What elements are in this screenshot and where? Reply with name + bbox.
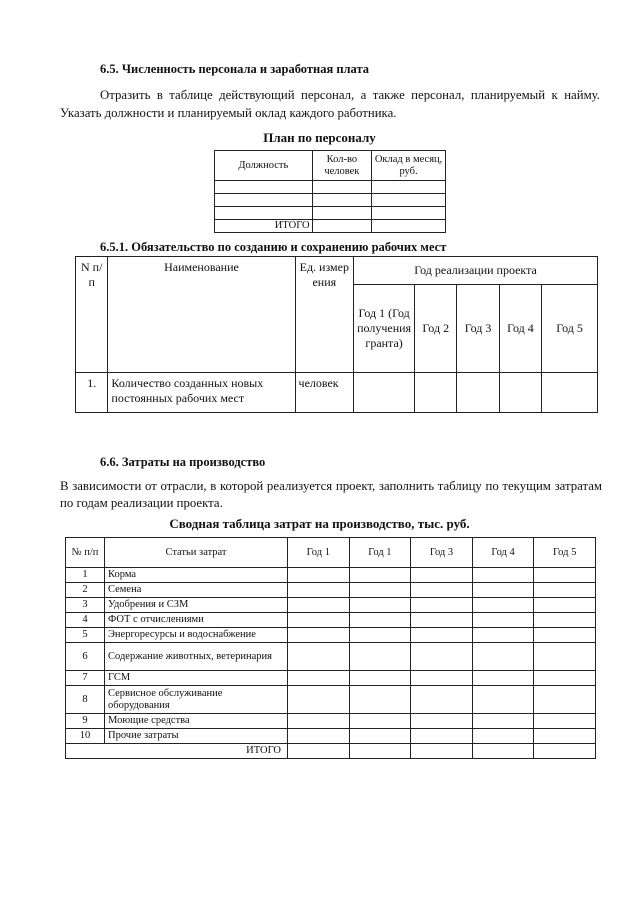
table-cell[interactable] [312, 194, 371, 207]
header-year-2: Год 2 [415, 285, 457, 373]
header-year-5: Год 5 [534, 538, 596, 568]
table-cell[interactable] [472, 744, 534, 759]
total-row [66, 744, 596, 759]
table-cell[interactable] [472, 671, 534, 686]
table-cell[interactable] [472, 628, 534, 643]
table-cell[interactable] [349, 729, 411, 744]
row-num: 9 [66, 714, 105, 729]
row-num: 7 [66, 671, 105, 686]
table-cell[interactable] [288, 568, 350, 583]
header-year-5: Год 5 [542, 285, 598, 373]
table-cell[interactable] [312, 220, 371, 233]
table-cell[interactable] [349, 671, 411, 686]
row-num: 10 [66, 729, 105, 744]
table-cell[interactable] [472, 598, 534, 613]
table-row [215, 181, 446, 194]
table-cell[interactable] [288, 671, 350, 686]
table-row [66, 628, 596, 643]
table-cell[interactable] [411, 598, 473, 613]
costs-table [65, 537, 596, 759]
staff-plan-title: План по персоналу [263, 130, 376, 145]
row-num: 2 [66, 583, 105, 598]
table-cell[interactable] [534, 729, 596, 744]
row-name: Количество созданных новых постоянных рабочих мест [108, 373, 295, 413]
table-row [66, 583, 596, 598]
table-cell[interactable] [411, 714, 473, 729]
table-row [66, 598, 596, 613]
header-year-4: Год 4 [499, 285, 541, 373]
table-cell[interactable] [288, 613, 350, 628]
header-year-3: Год 3 [411, 538, 473, 568]
table-cell[interactable] [349, 628, 411, 643]
header-position: Должность [215, 151, 313, 181]
table-row [66, 613, 596, 628]
row-item: Энергоресурсы и водоснабжение [105, 628, 288, 643]
table-cell[interactable] [288, 744, 350, 759]
table-cell[interactable] [499, 373, 541, 413]
header-num: N п/п [76, 257, 108, 373]
table-cell[interactable] [215, 181, 313, 194]
table-cell[interactable] [372, 220, 446, 233]
table-cell[interactable] [372, 207, 446, 220]
row-item: Прочие затраты [105, 729, 288, 744]
table-cell[interactable] [354, 373, 415, 413]
header-year-2: Год 1 [349, 538, 411, 568]
table-cell[interactable] [534, 714, 596, 729]
table-cell[interactable] [472, 686, 534, 714]
table-cell[interactable] [472, 729, 534, 744]
table-cell[interactable] [349, 598, 411, 613]
row-item: Семена [105, 583, 288, 598]
table-cell[interactable] [534, 628, 596, 643]
table-row [215, 194, 446, 207]
header-salary: Оклад в месяц, руб. [372, 151, 446, 181]
table-cell[interactable] [534, 686, 596, 714]
header-years-group: Год реализации проекта [354, 257, 598, 285]
table-cell[interactable] [288, 729, 350, 744]
row-unit: человек [295, 373, 354, 413]
table-cell[interactable] [534, 568, 596, 583]
header-year-1: Год 1 [288, 538, 350, 568]
table-cell[interactable] [349, 613, 411, 628]
table-row [215, 207, 446, 220]
table-row [66, 686, 596, 714]
table-cell[interactable] [411, 628, 473, 643]
row-num: 5 [66, 628, 105, 643]
table-cell[interactable] [457, 373, 499, 413]
section-6-6-paragraph: В зависимости от отрасли, в которой реализуется проект, заполнить таблицу по текущим затратам по годам реализации проекта. [60, 479, 602, 510]
total-label: ИТОГО [66, 744, 288, 759]
table-cell[interactable] [411, 671, 473, 686]
header-year-1: Год 1 (Год получения гранта) [354, 285, 415, 373]
table-cell[interactable] [372, 194, 446, 207]
table-cell[interactable] [542, 373, 598, 413]
table-cell[interactable] [349, 686, 411, 714]
table-cell[interactable] [534, 598, 596, 613]
table-row [76, 373, 598, 413]
table-cell[interactable] [472, 643, 534, 671]
row-item: Удобрения и СЗМ [105, 598, 288, 613]
row-item: ФОТ с отчислениями [105, 613, 288, 628]
table-cell[interactable] [372, 181, 446, 194]
section-6-5-1-title: 6.5.1. Обязательство по созданию и сохранению рабочих мест [100, 240, 447, 254]
table-cell[interactable] [288, 628, 350, 643]
table-cell[interactable] [411, 613, 473, 628]
row-num: 4 [66, 613, 105, 628]
table-cell[interactable] [288, 714, 350, 729]
table-cell[interactable] [288, 686, 350, 714]
table-cell[interactable] [472, 583, 534, 598]
row-item: ГСМ [105, 671, 288, 686]
table-cell[interactable] [534, 583, 596, 598]
table-row [66, 643, 596, 671]
header-num: № п/п [66, 538, 105, 568]
table-row [66, 568, 596, 583]
table-row [66, 729, 596, 744]
header-name: Наименование [108, 257, 295, 373]
row-num: 8 [66, 686, 105, 714]
table-cell[interactable] [411, 729, 473, 744]
table-row [66, 714, 596, 729]
table-cell[interactable] [534, 671, 596, 686]
section-6-5-title: 6.5. Численность персонала и заработная плата [100, 62, 370, 76]
section-6-5-paragraph: Отразить в таблице действующий персонал, а также персонал, планируемый к найму. Указать должности и планируемый оклад каждого работника. [60, 88, 600, 120]
table-cell[interactable] [411, 686, 473, 714]
table-cell[interactable] [349, 643, 411, 671]
table-cell[interactable] [312, 181, 371, 194]
row-item: Содержание животных, ветеринария [105, 643, 288, 671]
header-count: Кол-во человек [312, 151, 371, 181]
row-num: 6 [66, 643, 105, 671]
row-num: 3 [66, 598, 105, 613]
table-cell[interactable] [534, 744, 596, 759]
total-label: ИТОГО [215, 220, 313, 233]
staff-plan-table [214, 150, 446, 233]
table-cell[interactable] [534, 613, 596, 628]
header-year-3: Год 3 [457, 285, 499, 373]
table-cell[interactable] [472, 613, 534, 628]
jobs-table [75, 256, 598, 413]
table-row [66, 671, 596, 686]
table-cell[interactable] [411, 643, 473, 671]
table-cell[interactable] [288, 643, 350, 671]
table-cell[interactable] [411, 568, 473, 583]
table-cell[interactable] [288, 583, 350, 598]
costs-table-title: Сводная таблица затрат на производство, тыс. руб. [169, 516, 470, 531]
row-num: 1 [66, 568, 105, 583]
table-cell[interactable] [349, 714, 411, 729]
table-cell[interactable] [411, 744, 473, 759]
table-cell[interactable] [534, 643, 596, 671]
table-cell[interactable] [349, 583, 411, 598]
table-cell[interactable] [215, 207, 313, 220]
header-year-4: Год 4 [472, 538, 534, 568]
table-cell[interactable] [349, 744, 411, 759]
table-cell[interactable] [415, 373, 457, 413]
table-cell[interactable] [349, 568, 411, 583]
header-item: Статьи затрат [105, 538, 288, 568]
header-unit: Ед. измерения [295, 257, 354, 373]
table-cell[interactable] [288, 598, 350, 613]
table-cell[interactable] [472, 714, 534, 729]
total-row [215, 220, 446, 233]
table-cell[interactable] [312, 207, 371, 220]
row-item: Моющие средства [105, 714, 288, 729]
table-cell[interactable] [215, 194, 313, 207]
table-cell[interactable] [472, 568, 534, 583]
row-item: Сервисное обслуживание оборудования [105, 686, 288, 714]
section-6-6-title: 6.6. Затраты на производство [100, 455, 266, 469]
row-num: 1. [76, 373, 108, 413]
table-cell[interactable] [411, 583, 473, 598]
row-item: Корма [105, 568, 288, 583]
